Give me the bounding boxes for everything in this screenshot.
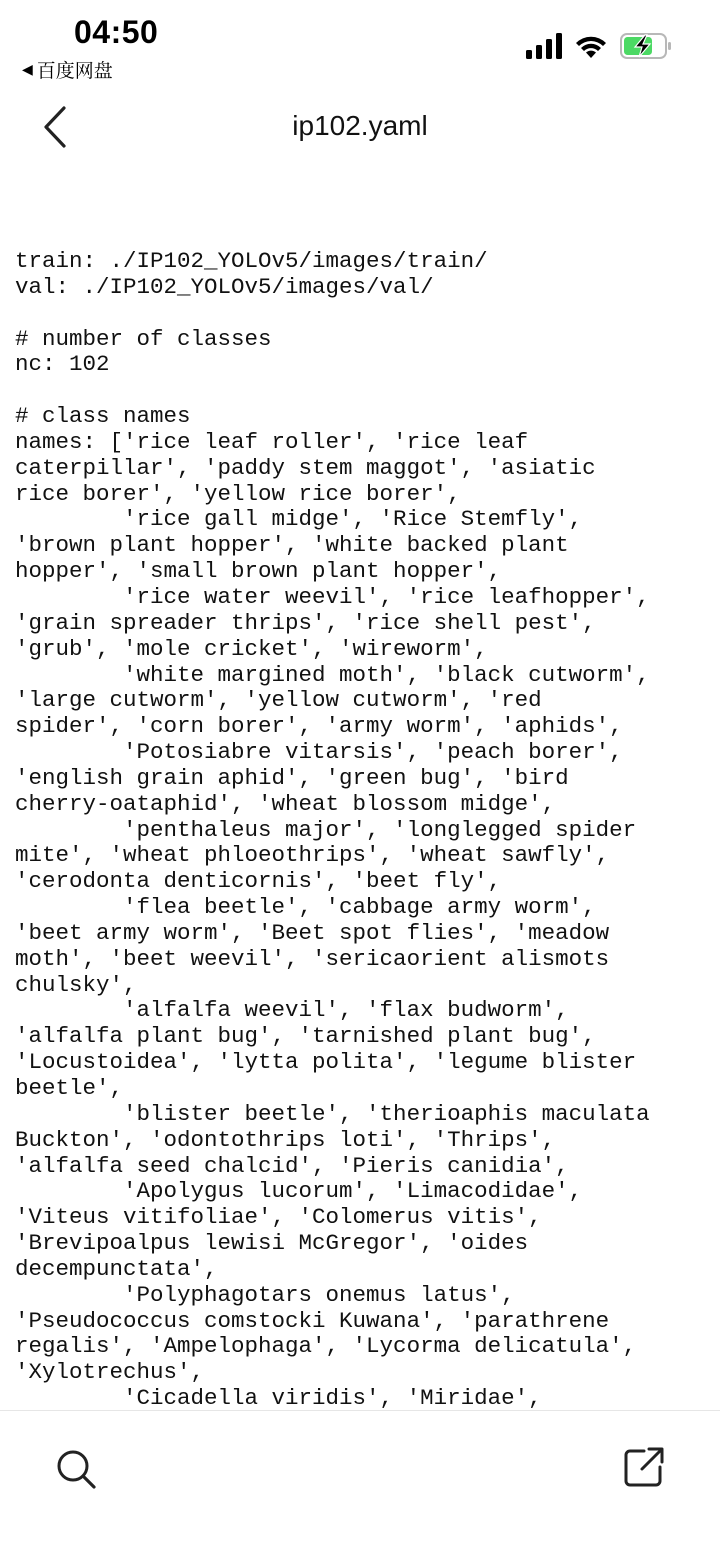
bottom-toolbar xyxy=(0,1410,720,1559)
file-line: spider', 'corn borer', 'army worm', 'aphids', xyxy=(15,713,623,740)
file-line: nc: 102 xyxy=(15,351,110,378)
file-line: 'grain spreader thrips', 'rice shell pest', xyxy=(15,609,596,636)
file-line: rice borer', 'yellow rice borer', xyxy=(15,480,461,507)
file-line: val: ./IP102_YOLOv5/images/val/ xyxy=(15,273,434,300)
nav-bar xyxy=(0,90,720,166)
page-title: ip102.yaml xyxy=(292,110,428,141)
file-line: # class names xyxy=(15,403,191,430)
file-line: mite', 'wheat phloeothrips', 'wheat sawfly', xyxy=(15,842,610,869)
wifi-icon xyxy=(574,33,608,59)
file-line: 'penthaleus major', 'longlegged spider xyxy=(15,816,637,843)
file-line: 'white margined moth', 'black cutworm', xyxy=(15,661,650,688)
file-line: 'cerodonta denticornis', 'beet fly', xyxy=(15,868,502,895)
file-line: 'Polyphagotars onemus latus', xyxy=(15,1281,515,1308)
signal-icon xyxy=(526,33,562,59)
file-line: moth', 'beet weevil', 'sericaorient alismots xyxy=(15,945,610,972)
file-line: 'Locustoidea', 'lytta polita', 'legume blister xyxy=(15,1049,637,1076)
status-bar xyxy=(0,0,720,90)
file-line: 'rice water weevil', 'rice leafhopper', xyxy=(15,583,650,610)
file-line: 'large cutworm', 'yellow cutworm', 'red xyxy=(15,687,542,714)
battery-charging-icon xyxy=(620,32,672,60)
file-line: 'brown plant hopper', 'white backed plant xyxy=(15,532,569,559)
file-line: 'grub', 'mole cricket', 'wireworm', xyxy=(15,635,488,662)
file-line: train: ./IP102_YOLOv5/images/train/ xyxy=(15,249,488,274)
file-line: 'Cicadella viridis', 'Miridae', xyxy=(15,1385,542,1409)
file-line: decempunctata', xyxy=(15,1255,218,1282)
status-icons xyxy=(526,32,672,60)
file-line: hopper', 'small brown plant hopper', xyxy=(15,558,502,585)
file-line: 'Apolygus lucorum', 'Limacodidae', xyxy=(15,1178,583,1205)
file-line: 'blister beetle', 'therioaphis maculata xyxy=(15,1100,650,1127)
file-line: 'Brevipoalpus lewisi McGregor', 'oides xyxy=(15,1230,529,1257)
file-line: names: ['rice leaf roller', 'rice leaf xyxy=(15,428,529,455)
file-line: beetle', xyxy=(15,1075,124,1101)
back-triangle-icon: ◀ xyxy=(22,61,33,77)
file-line: 'alfalfa seed chalcid', 'Pieris canidia', xyxy=(15,1152,569,1179)
file-line: 'Viteus vitifoliae', 'Colomerus vitis', xyxy=(15,1204,542,1231)
file-line: # number of classes xyxy=(15,325,272,352)
back-to-app-label: 百度网盘 xyxy=(36,61,113,82)
file-line: 'alfalfa plant bug', 'tarnished plant bug', xyxy=(15,1023,596,1050)
file-line: cherry-oataphid', 'wheat blossom midge', xyxy=(15,790,556,817)
share-icon[interactable] xyxy=(622,1445,666,1489)
file-line: 'Potosiabre vitarsis', 'peach borer', xyxy=(15,739,623,766)
file-content xyxy=(15,249,715,1409)
file-line: 'alfalfa weevil', 'flax budworm', xyxy=(15,997,569,1024)
file-line: caterpillar', 'paddy stem maggot', 'asiatic xyxy=(15,454,596,481)
file-line: Buckton', 'odontothrips loti', 'Thrips', xyxy=(15,1126,556,1153)
file-line: 'rice gall midge', 'Rice Stemfly', xyxy=(15,506,583,533)
file-line: 'beet army worm', 'Beet spot flies', 'meadow xyxy=(15,919,610,946)
status-time: 04:50 xyxy=(74,14,159,50)
file-line: 'flea beetle', 'cabbage army worm', xyxy=(15,894,596,921)
file-line: 'english grain aphid', 'green bug', 'bird xyxy=(15,764,569,791)
back-to-app-link[interactable] xyxy=(22,56,113,83)
file-line: chulsky', xyxy=(15,971,137,998)
file-line: 'Pseudococcus comstocki Kuwana', 'parathrene xyxy=(15,1307,610,1334)
file-line: 'Xylotrechus', xyxy=(15,1359,205,1386)
search-icon[interactable] xyxy=(54,1447,98,1491)
file-line: regalis', 'Ampelophaga', 'Lycorma delicatula', xyxy=(15,1333,637,1360)
